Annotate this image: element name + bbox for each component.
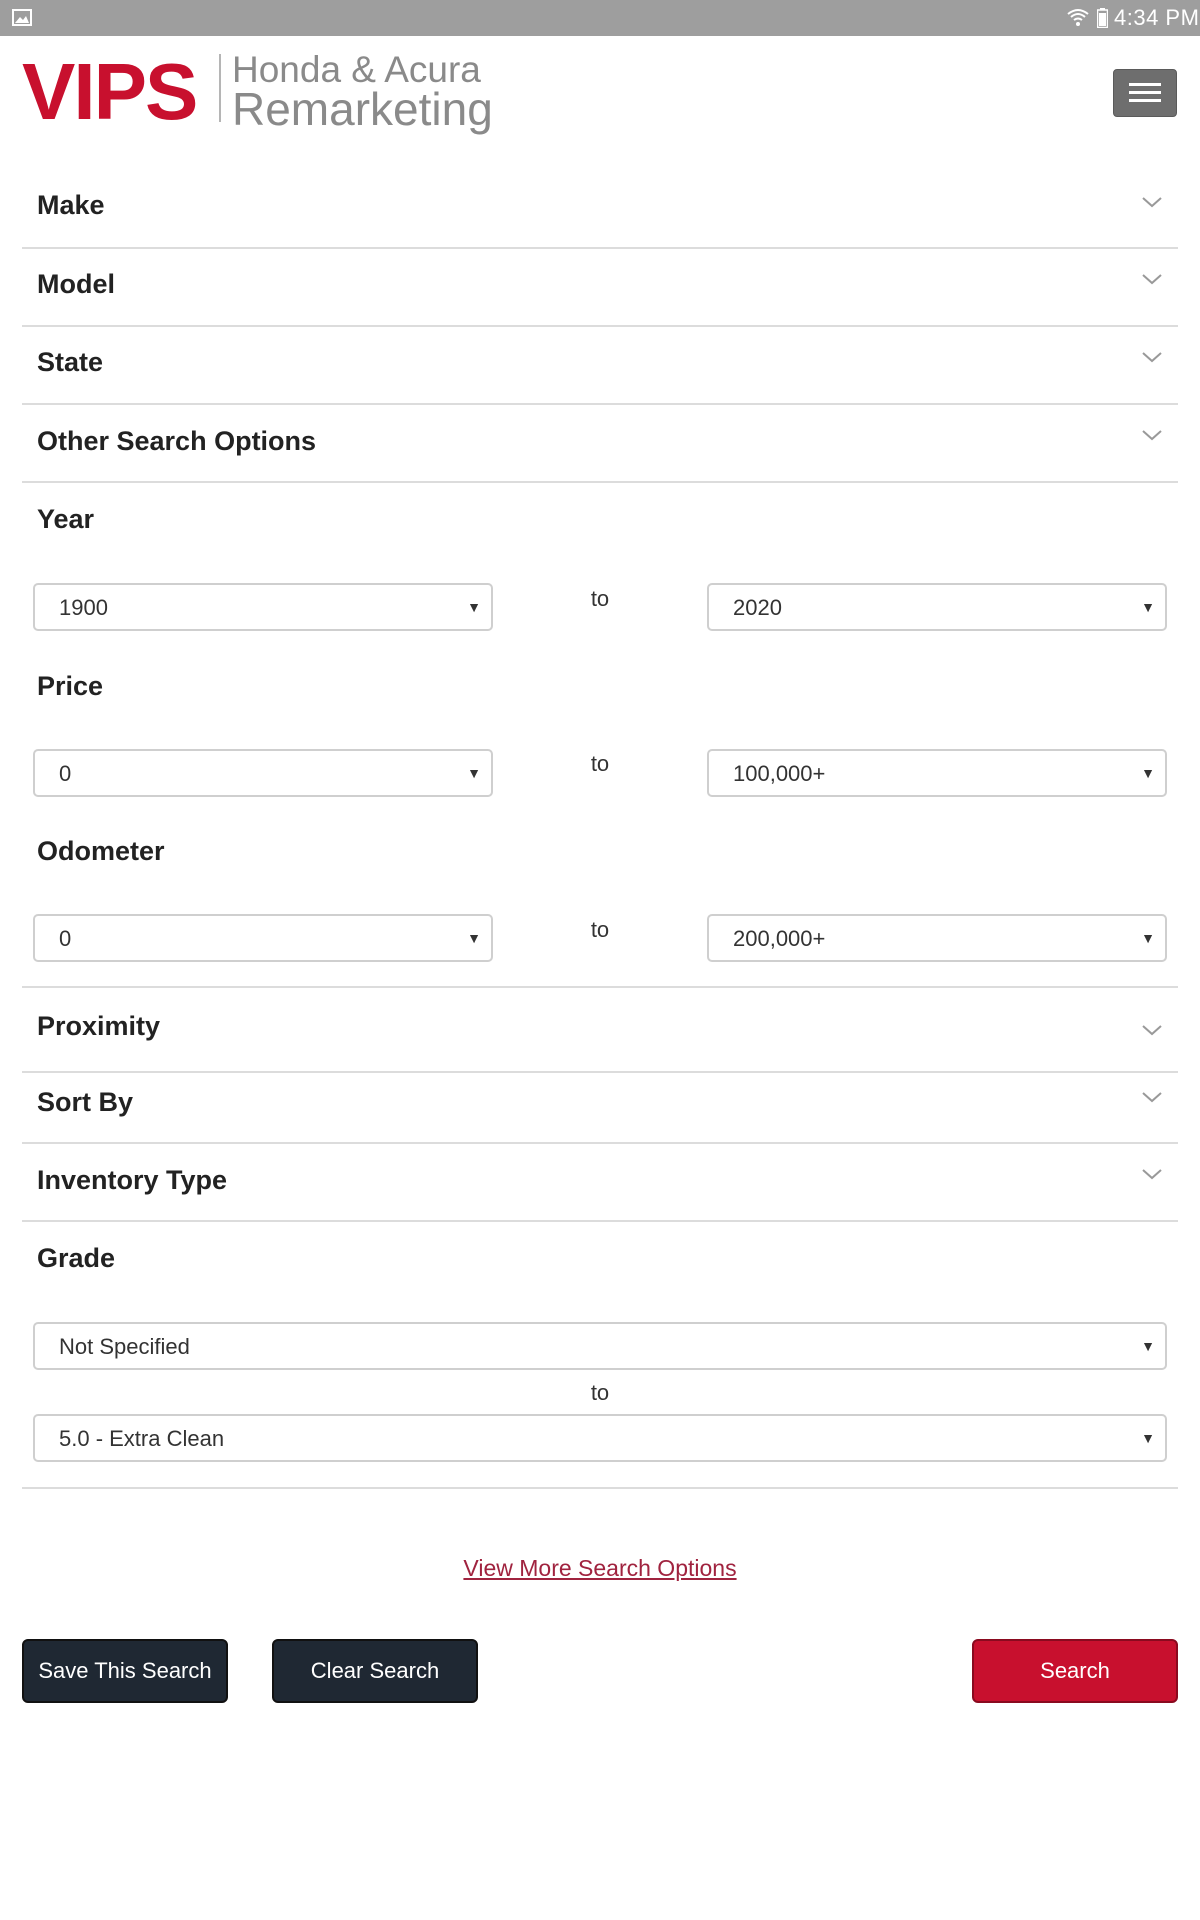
chevron-down-icon bbox=[1140, 1166, 1164, 1182]
price-to-select[interactable] bbox=[707, 749, 1167, 797]
grade-to-label: to bbox=[590, 1380, 610, 1405]
hamburger-menu-icon bbox=[1129, 83, 1161, 86]
grade-from-select[interactable] bbox=[33, 1322, 1167, 1370]
price-from-value: 0 bbox=[59, 761, 72, 786]
odometer-to-label: to bbox=[590, 917, 610, 942]
section-model[interactable] bbox=[22, 249, 1178, 327]
section-title-inventory-type: Inventory Type bbox=[37, 1165, 228, 1195]
price-to-label: to bbox=[590, 751, 610, 776]
grade-to-select[interactable] bbox=[33, 1414, 1167, 1462]
chevron-down-icon bbox=[1140, 1022, 1164, 1038]
view-more-search-options-link[interactable]: View More Search Options bbox=[463, 1555, 737, 1581]
year-to-select[interactable] bbox=[707, 583, 1167, 631]
logo-vips-text: VIPS bbox=[22, 47, 197, 136]
chevron-down-icon bbox=[1140, 349, 1164, 365]
section-inventory-type[interactable] bbox=[22, 1144, 1178, 1222]
odometer-from-value: 0 bbox=[59, 926, 72, 951]
year-from-value: 1900 bbox=[59, 595, 108, 620]
label-price: Price bbox=[37, 671, 104, 701]
section-other-search-options[interactable] bbox=[22, 405, 1178, 483]
logo-tagline-1: Honda & Acura bbox=[232, 49, 481, 90]
grade-to-value: 5.0 - Extra Clean bbox=[59, 1426, 225, 1451]
dropdown-arrow-icon: ▼ bbox=[467, 930, 481, 946]
dropdown-arrow-icon: ▼ bbox=[1141, 599, 1155, 615]
wifi-icon bbox=[1066, 7, 1090, 27]
clear-search-button[interactable]: Clear Search bbox=[272, 1639, 478, 1703]
chevron-down-icon bbox=[1140, 427, 1164, 443]
battery-icon bbox=[1097, 8, 1108, 28]
year-from-select[interactable] bbox=[33, 583, 493, 631]
section-proximity[interactable] bbox=[22, 988, 1178, 1073]
dropdown-arrow-icon: ▼ bbox=[467, 765, 481, 781]
section-title-make: Make bbox=[37, 190, 105, 220]
price-from-select[interactable] bbox=[33, 749, 493, 797]
dropdown-arrow-icon: ▼ bbox=[1141, 765, 1155, 781]
odometer-to-value: 200,000+ bbox=[733, 926, 826, 951]
save-search-button[interactable]: Save This Search bbox=[22, 1639, 228, 1703]
section-sort-by[interactable] bbox=[22, 1073, 1178, 1144]
odometer-from-select[interactable] bbox=[33, 914, 493, 962]
year-to-value: 2020 bbox=[733, 595, 782, 620]
dropdown-arrow-icon: ▼ bbox=[1141, 930, 1155, 946]
hamburger-bar bbox=[1129, 99, 1161, 102]
dropdown-arrow-icon: ▼ bbox=[1141, 1430, 1155, 1446]
label-odometer: Odometer bbox=[37, 836, 165, 866]
chevron-down-icon bbox=[1140, 271, 1164, 287]
dropdown-arrow-icon: ▼ bbox=[1141, 1338, 1155, 1354]
hamburger-bar bbox=[1129, 91, 1161, 94]
section-title-sort-by: Sort By bbox=[37, 1087, 134, 1117]
app-header bbox=[0, 36, 1200, 146]
image-notification-icon bbox=[12, 9, 32, 26]
dropdown-arrow-icon: ▼ bbox=[467, 599, 481, 615]
grade-from-value: Not Specified bbox=[59, 1334, 190, 1359]
section-state[interactable] bbox=[22, 327, 1178, 405]
chevron-down-icon bbox=[1140, 1089, 1164, 1105]
range-filters bbox=[22, 483, 1178, 988]
year-to-label: to bbox=[590, 586, 610, 611]
section-title-other: Other Search Options bbox=[37, 426, 317, 456]
status-time: 4:34 PM bbox=[1114, 5, 1200, 30]
logo-tagline-2: Remarketing bbox=[232, 83, 493, 135]
search-button[interactable]: Search bbox=[972, 1639, 1178, 1703]
logo-divider bbox=[219, 54, 221, 122]
section-title-state: State bbox=[37, 347, 104, 377]
price-to-value: 100,000+ bbox=[733, 761, 826, 786]
label-year: Year bbox=[37, 504, 95, 534]
status-bar bbox=[0, 0, 1200, 36]
chevron-down-icon bbox=[1140, 194, 1164, 210]
section-title-proximity: Proximity bbox=[37, 1011, 161, 1041]
section-title-model: Model bbox=[37, 269, 115, 299]
odometer-to-select[interactable] bbox=[707, 914, 1167, 962]
hamburger-menu-button[interactable] bbox=[1113, 69, 1177, 117]
section-make[interactable] bbox=[22, 172, 1178, 249]
label-grade: Grade bbox=[37, 1243, 116, 1273]
